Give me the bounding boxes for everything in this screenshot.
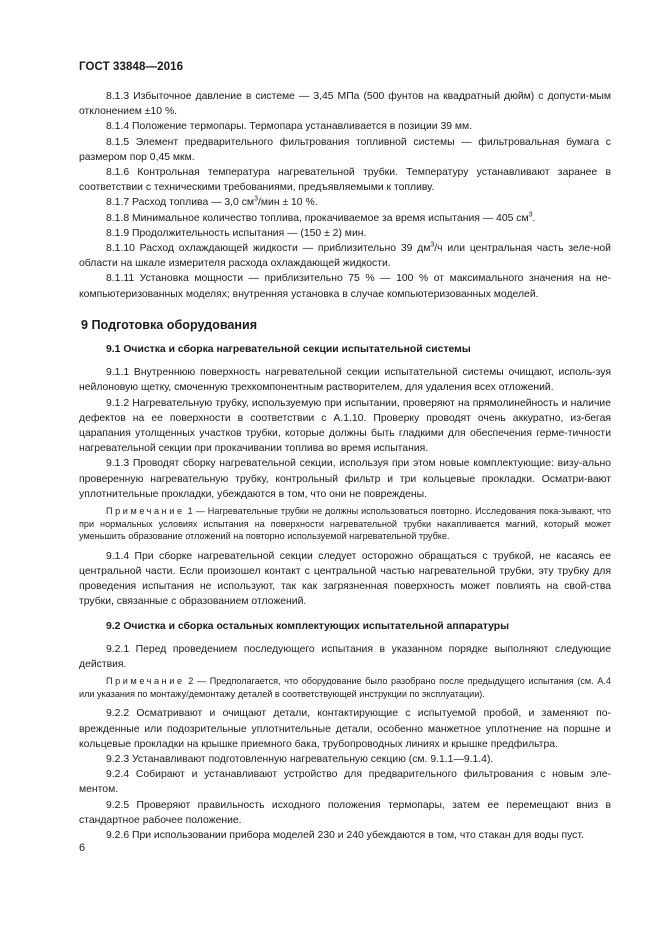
paragraph-9-1-1: 9.1.1 Внутреннюю поверхность нагревательной секции испытательной системы очищают, исполь-зуя нейлоновую щетку, смоченную трехкомпонентным растворителем, для удаления всех отложений. <box>79 367 611 394</box>
paragraph-9-2-1: 9.2.1 Перед проведением последующего испытания в указанном порядке выполняют следующие действия. <box>79 643 611 671</box>
text-part: 8.1.8 Минимальное количество топлива, прокачиваемое за время испытания — 405 см <box>106 212 529 224</box>
superscript: 3 <box>528 211 533 219</box>
paragraph-8-1-10 <box>79 241 611 271</box>
text-part: 8.1.10 Расход охлаждающей жидкости — приблизительно 39 дм <box>106 243 431 255</box>
paragraph-8-1-5: 8.1.5 Элемент предварительного фильтрования топливной системы — фильтровальная бумага с размером пор 0,45 мкм. <box>79 136 611 163</box>
document-header: ГОСТ 33848—2016 <box>79 61 184 73</box>
paragraph-8-1-6: 8.1.6 Контрольная температура нагревательной трубки. Температуру устанавливают заранее в соответствии с техническими требованиями, предъявляемыми к топливу. <box>79 167 611 194</box>
page-content <box>79 89 611 843</box>
note-2 <box>79 675 611 700</box>
paragraph-9-1-4: 9.1.4 При сборке нагревательной секции следует осторожно обращаться с трубкой, не касаясь ее центральной части. Если произошел контакт с центральной частью нагревательной трубки, эту трубку для проведения испытания не используют, так как загрязненная поверхность может повлиять на свой-ства трубки, связанные с образованием отложений. <box>79 550 611 608</box>
paragraph-9-2-4: 9.2.4 Собирают и устанавливают устройство для предварительного фильтрования с новым эле-ментом. <box>79 769 611 796</box>
subsection-9-2-title: 9.2 Очистка и сборка остальных комплектующих испытательной аппаратуры <box>106 620 510 632</box>
note-label: Примечание <box>106 676 185 687</box>
paragraph-9-2-2: 9.2.2 Осматривают и очищают детали, контактирующие с испытуемой пробой, и заменяют по-врежденные или подозрительные уплотнительные детали, особенно манжетное уплотнение на поршне и кольцевые прокладки на крышке приемного бака, трубопроводных линиях и крышке предфильтра. <box>79 708 611 750</box>
paragraph-8-1-4: 8.1.4 Положение термопары. Термопара устанавливается в позиции 39 мм. <box>106 121 473 133</box>
section-9-title: 9 Подготовка оборудования <box>81 317 258 332</box>
paragraph-8-1-8 <box>79 211 611 226</box>
note-label: Примечание <box>106 506 185 517</box>
text-part: . <box>532 212 536 224</box>
page-number: 6 <box>79 842 86 854</box>
text-part: /ч или центральная часть зеле-ной области на шкале измерителя расхода охлаждающей жидкости. <box>79 243 611 270</box>
text-part: 8.1.7 Расход топлива — 3,0 см <box>106 197 255 209</box>
paragraph-8-1-11: 8.1.11 Установка мощности — приблизительно 75 % — 100 % от максимального значения на не-компьютеризованных моделях; внутренняя установка в случае компьютеризованных моделей. <box>79 273 611 300</box>
paragraph-8-1-3: 8.1.3 Избыточное давление в системе — 3,45 МПа (500 фунтов на квадратный дюйм) с допусти-мым отклонением ±10 %. <box>79 91 611 118</box>
text-part: /мин ± 10 %. <box>257 197 318 209</box>
superscript: 3 <box>430 241 435 249</box>
paragraph-8-1-7 <box>79 195 611 210</box>
subsection-9-1-title: 9.1 Очистка и сборка нагревательной секции испытательной системы <box>106 344 471 356</box>
superscript: 3 <box>254 195 258 203</box>
paragraph-9-1-2: 9.1.2 Нагревательную трубку, используемую при испытании, проверяют на прямолинейность и наличие дефектов на ее поверхности в соответствии с А.1.10. Проверку проводят очень аккуратно, из-бегая царапания утолщенных участков трубки, которые должны быть гладкими для обеспечения герме-тичности нагревательной секции при прокачивании топлива во время испытания. <box>79 397 611 455</box>
paragraph-8-1-9: 8.1.9 Продолжительность испытания — (150 ± 2) мин. <box>106 227 367 239</box>
note-text: 2 — Предполагается, что оборудование было разобрано после предыдущего испытания (см. А.4 или указания по монтажу/демонтажу деталей в соответствующей инструкции по эксплуатации). <box>79 676 611 699</box>
note-1 <box>79 505 611 543</box>
note-text: 1 — Нагревательные трубки не должны использоваться повторно. Исследования пока-зывают, что при нормальных условиях испытания на поверхности нагревательной трубки накапливается магний, который может уменьшить образование отложений на повторно используемой нагревательной трубке. <box>79 506 611 542</box>
paragraph-9-2-3: 9.2.3 Устанавливают подготовленную нагревательную секцию (см. 9.1.1—9.1.4). <box>106 754 494 766</box>
paragraph-9-1-3: 9.1.3 Проводят сборку нагревательной секции, используя при этом новые комплектующие: визу-ально проверенную нагревательную трубку, контрольный фильтр и три кольцевые прокладки. Осматри-вают уплотнительные прокладки, убеждаются в том, что они не повреждены. <box>79 458 611 500</box>
paragraph-9-2-6: 9.2.6 При использовании прибора моделей 230 и 240 убеждаются в том, что стакан для воды пуст. <box>106 830 584 842</box>
paragraph-9-2-5: 9.2.5 Проверяют правильность исходного положения термопары, затем ее перемещают вниз в стандартное рабочее положение. <box>79 799 611 826</box>
